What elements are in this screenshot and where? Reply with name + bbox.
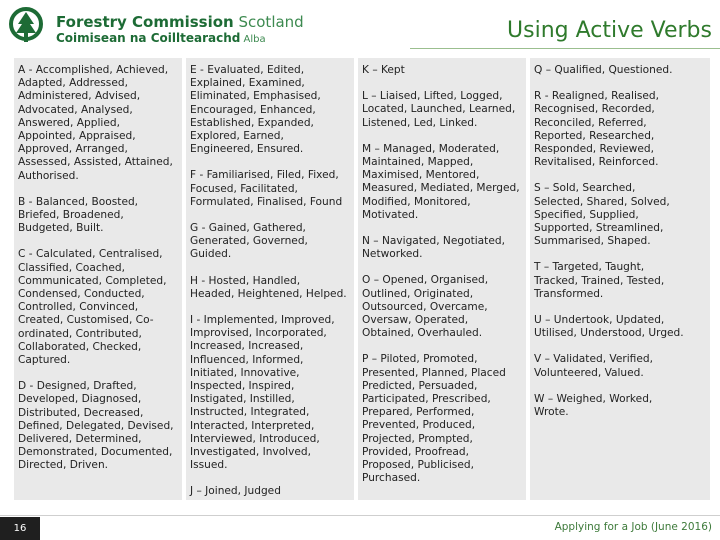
verb-group-h: H - Hosted, Handled, Headed, Heightened, Helped. — [190, 274, 347, 300]
verb-group-o: O – Opened, Organised, Outlined, Originated, Outsourced, Overcame, Oversaw, Operated, Obtained, Overhauled. — [362, 274, 489, 340]
verb-group-s: S – Sold, Searched, Selected, Shared, Solved, Specified, Supplied, Supported, Streamlined, Summarised, Shaped. — [534, 182, 670, 248]
verb-group-l: L – Liaised, Lifted, Logged, Located, Launched, Learned, Listened, Led, Linked. — [362, 90, 516, 129]
tree-emblem-icon — [6, 6, 50, 46]
verb-group-u: U – Undertook, Updated, Utilised, Understood, Urged. — [534, 314, 684, 340]
verb-group-p: P – Piloted, Promoted, Presented, Planned, Placed Predicted, Persuaded, Participated, Prescribed, Prepared, Performed, Prevented, Produced, Projected, Prompted, Provided, Proofread, Proposed, Publicised, Purchased. — [362, 353, 506, 485]
org-name-english: Forestry Commission Scotland — [56, 13, 304, 31]
verb-group-q: Q – Qualified, Questioned. — [534, 64, 673, 76]
verb-group-d: D - Designed, Drafted, Developed, Diagnosed, Distributed, Decreased, Defined, Delegated, Devised, Delivered, Determined, Demonstrated, Documented, Directed, Driven. — [18, 380, 174, 472]
verb-group-j: J – Joined, Judged — [190, 485, 281, 498]
org-name-gaelic: Coimisean na Coilltearachd Alba — [56, 31, 266, 45]
verb-group-m: M – Managed, Moderated, Maintained, Mapped, Maximised, Mentored, Measured, Mediated, Merged, Modified, Monitored, Motivated. — [362, 142, 520, 221]
verb-column-4 — [530, 58, 710, 500]
verb-group-g: G - Gained, Gathered, Generated, Governed, Guided. — [190, 222, 308, 261]
verb-group-a: A - Accomplished, Achieved, Adapted, Addressed, Administered, Advised, Advocated, Analysed, Answered, Applied, Appointed, Appraised, Approved, Arranged, Assessed, Assisted, Attained, Authorised. — [18, 64, 173, 182]
slide-title: Using Active Verbs — [507, 18, 712, 43]
verb-table — [14, 58, 714, 500]
verb-column-2 — [186, 58, 354, 500]
verb-group-b: B - Balanced, Boosted, Briefed, Broadened, Budgeted, Built. — [18, 195, 139, 235]
verb-group-r: R - Realigned, Realised, Recognised, Recorded, Reconciled, Referred, Reported, Researched, Responded, Reviewed, Revitalised, Reinforced. — [534, 90, 660, 169]
verb-group-e: E - Evaluated, Edited, Explained, Examined, Eliminated, Emphasised, Encouraged, Enhanced, Established, Expanded, Explored, Earned, Engineered, Ensured. — [190, 64, 321, 156]
verb-group-t: T – Targeted, Taught, Tracked, Trained, Tested, Transformed. — [534, 261, 665, 300]
footer-caption: Applying for a Job (June 2016) — [554, 521, 712, 533]
verb-group-w: W – Weighed, Worked, Wrote. — [534, 392, 653, 419]
title-divider — [410, 48, 720, 49]
verb-group-n: N – Navigated, Negotiated, Networked. — [362, 235, 505, 261]
verb-group-k: K – Kept — [362, 64, 405, 76]
verb-group-v: V – Validated, Verified, Volunteered, Valued. — [534, 353, 653, 379]
page-number: 16 — [0, 517, 40, 540]
verb-group-f: F - Familiarised, Filed, Fixed, Focused, Facilitated, Formulated, Finalised, Found — [190, 169, 343, 208]
forestry-commission-logo — [6, 6, 346, 46]
verb-column-3 — [358, 58, 526, 500]
verb-group-c: C - Calculated, Centralised, Classified, Coached, Communicated, Completed, Condensed, Conducted, Controlled, Convinced, Created, Customised, Co- ordinated, Contributed, Collaborated, Checked, Captured. — [18, 248, 167, 367]
verb-column-1 — [14, 58, 182, 500]
verb-group-i: I - Implemented, Improved, Improvised, Incorporated, Increased, Increased, Influenced, Informed, Initiated, Innovative, Inspected, Inspired, Instigated, Instilled, Instructed, Integrated, Interacted, Interpreted, Interviewed, Introduced, Investigated, Involved, Issued. — [190, 314, 335, 472]
footer-divider — [0, 515, 720, 516]
